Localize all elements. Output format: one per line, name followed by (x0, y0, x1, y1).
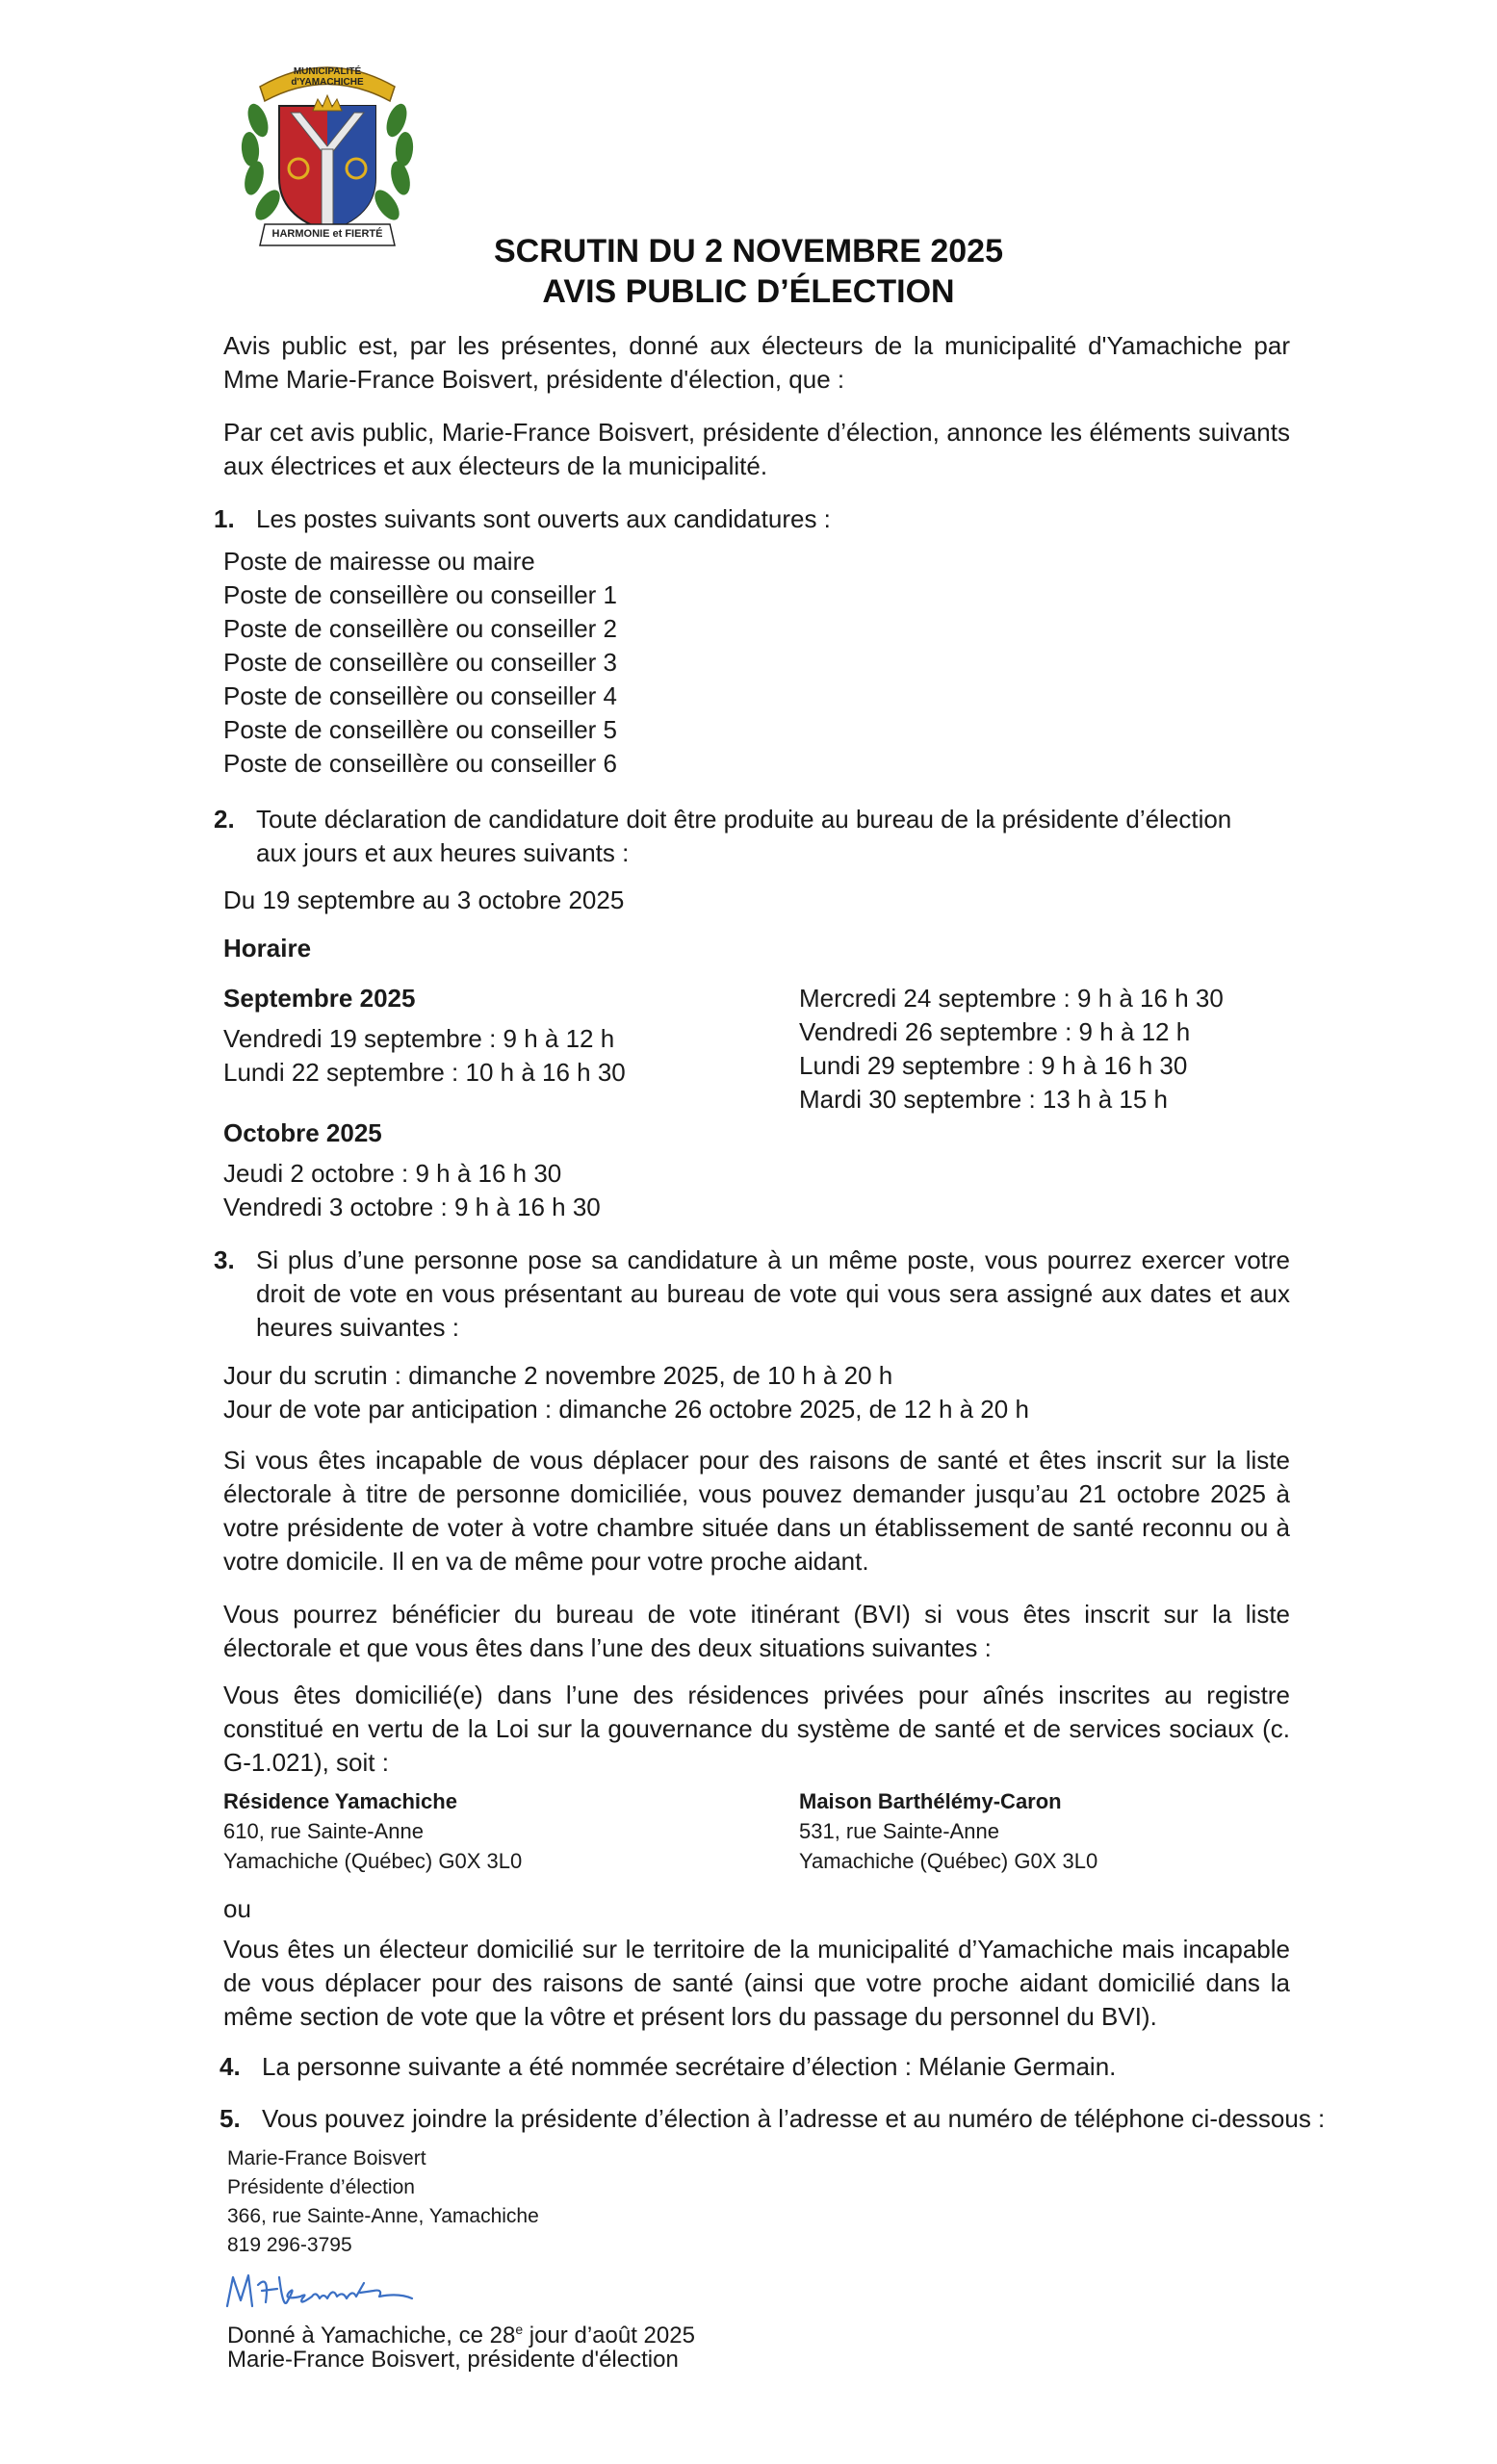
list-item: Poste de conseillère ou conseiller 3 (223, 648, 618, 677)
signed-by: Marie-France Boisvert, présidente d'élection (227, 2347, 679, 2373)
donne-prefix: Donné à Yamachiche, ce 28 (227, 2323, 516, 2348)
candidature-period: Du 19 septembre au 3 octobre 2025 (223, 886, 625, 914)
residence-city: Yamachiche (Québec) G0X 3L0 (223, 1849, 523, 1873)
intro-paragraph-2: Par cet avis public, Marie-France Boisvert, présidente d’élection, annonce les éléments suivants aux électrices et aux électeurs de la municipalité. (223, 418, 1290, 480)
contact-block (227, 2144, 539, 2260)
septembre-label: Septembre 2025 (223, 984, 416, 1013)
residence-barthelemy-caron (799, 1786, 1097, 1876)
residences-paragraph: Vous êtes domicilié(e) dans l’une des résidences privées pour aînés inscrites au registre constitué en vertu de la Loi sur la gouvernance du système de santé et de services sociaux (c. G-1.021), soit : (223, 1681, 1290, 1777)
residence-city: Yamachiche (Québec) G0X 3L0 (799, 1849, 1098, 1873)
list-item: Poste de conseillère ou conseiller 6 (223, 749, 618, 778)
residence-yamachiche (223, 1786, 522, 1876)
section-5-number: 5. (219, 2104, 241, 2133)
contact-phone: 819 296-3795 (227, 2234, 352, 2256)
section-2-number: 2. (214, 805, 235, 834)
septembre-right-list (799, 982, 1224, 1116)
scrutin-date: Jour du scrutin : dimanche 2 novembre 2025, de 10 h à 20 h (223, 1361, 893, 1390)
signature-icon (219, 2264, 431, 2322)
horaire-label: Horaire (223, 934, 312, 962)
list-item: Vendredi 26 septembre : 9 h à 12 h (799, 1017, 1191, 1046)
section-4-number: 4. (219, 2052, 241, 2081)
list-item: Poste de conseillère ou conseiller 1 (223, 580, 618, 609)
list-item: Poste de conseillère ou conseiller 5 (223, 715, 618, 744)
residence-street: 610, rue Sainte-Anne (223, 1819, 424, 1843)
handwritten-signature (219, 2264, 431, 2322)
list-item: Poste de conseillère ou conseiller 2 (223, 614, 618, 643)
section-4-text: La personne suivante a été nommée secrétaire d’élection : Mélanie Germain. (262, 2052, 1117, 2081)
septembre-left-list (223, 1022, 626, 1090)
section-2-text: Toute déclaration de candidature doit être produite au bureau de la présidente d’élection aux jours et aux heures suivants : (256, 805, 1232, 867)
page-subtitle: AVIS PUBLIC D’ÉLECTION (542, 273, 955, 310)
territoire-paragraph: Vous êtes un électeur domicilié sur le territoire de la municipalité d’Yamachiche mais incapable de vous déplacer pour des raisons de santé (ainsi que votre proche aidant domicilié dans la même section de vote que la vôtre et présent lors du passage du personnel du BVI). (223, 1935, 1290, 2031)
octobre-list (223, 1157, 601, 1224)
section-5-text: Vous pouvez joindre la présidente d’élection à l’adresse et au numéro de téléphone ci-dessous : (262, 2104, 1326, 2133)
ou-text: ou (223, 1894, 251, 1923)
list-item: Jeudi 2 octobre : 9 h à 16 h 30 (223, 1159, 562, 1188)
contact-role: Présidente d’élection (227, 2176, 415, 2198)
residence-street: 531, rue Sainte-Anne (799, 1819, 999, 1843)
list-item: Poste de conseillère ou conseiller 4 (223, 681, 618, 710)
list-item: Poste de mairesse ou maire (223, 547, 535, 576)
section-3-text: Si plus d’une personne pose sa candidature à un même poste, vous pourrez exercer votre droit de vote en vous présentant au bureau de vote qui vous sera assigné aux dates et aux heures suivantes : (256, 1245, 1290, 1342)
list-item: Lundi 22 septembre : 10 h à 16 h 30 (223, 1058, 626, 1087)
octobre-label: Octobre 2025 (223, 1118, 382, 1147)
section-1-number: 1. (214, 504, 235, 533)
donne-suffix: jour d’août 2025 (523, 2323, 695, 2348)
bvi-paragraph: Vous pourrez bénéficier du bureau de vote itinérant (BVI) si vous êtes inscrit sur la liste électorale et que vous êtes dans l’une des deux situations suivantes : (223, 1600, 1290, 1662)
page-title: SCRUTIN DU 2 NOVEMBRE 2025 (493, 233, 1003, 270)
residence-name: Maison Barthélémy-Caron (799, 1789, 1062, 1813)
logo-top-text: MUNICIPALITÉ d'YAMACHICHE (291, 66, 364, 88)
postes-list (223, 545, 617, 781)
anticipation-date: Jour de vote par anticipation : dimanche 26 octobre 2025, de 12 h à 20 h (223, 1395, 1029, 1424)
residence-name: Résidence Yamachiche (223, 1789, 457, 1813)
domicile-paragraph: Si vous êtes incapable de vous déplacer pour des raisons de santé et êtes inscrit sur la liste électorale à titre de personne domiciliée, vous pouvez demander jusqu’au 21 octobre 2025 à votre présidente de voter à votre chambre située dans un établissement de santé reconnu ou à votre domicile. Il en va de même pour votre proche aidant. (223, 1446, 1290, 1576)
municipal-logo (231, 53, 424, 255)
list-item: Vendredi 19 septembre : 9 h à 12 h (223, 1024, 615, 1053)
section-3-number: 3. (214, 1245, 235, 1274)
list-item: Mardi 30 septembre : 13 h à 15 h (799, 1085, 1169, 1114)
donne-superscript: e (515, 2322, 524, 2337)
intro-paragraph-1: Avis public est, par les présentes, donné aux électeurs de la municipalité d'Yamachiche par Mme Marie-France Boisvert, présidente d'élection, que : (223, 331, 1290, 394)
contact-address: 366, rue Sainte-Anne, Yamachiche (227, 2205, 539, 2227)
list-item: Vendredi 3 octobre : 9 h à 16 h 30 (223, 1193, 601, 1221)
list-item: Mercredi 24 septembre : 9 h à 16 h 30 (799, 984, 1224, 1013)
contact-name: Marie-France Boisvert (227, 2147, 426, 2169)
list-item: Lundi 29 septembre : 9 h à 16 h 30 (799, 1051, 1188, 1080)
section-1-text: Les postes suivants sont ouverts aux candidatures : (256, 504, 831, 533)
logo-banner-text: HARMONIE et FIERTÉ (271, 228, 383, 240)
